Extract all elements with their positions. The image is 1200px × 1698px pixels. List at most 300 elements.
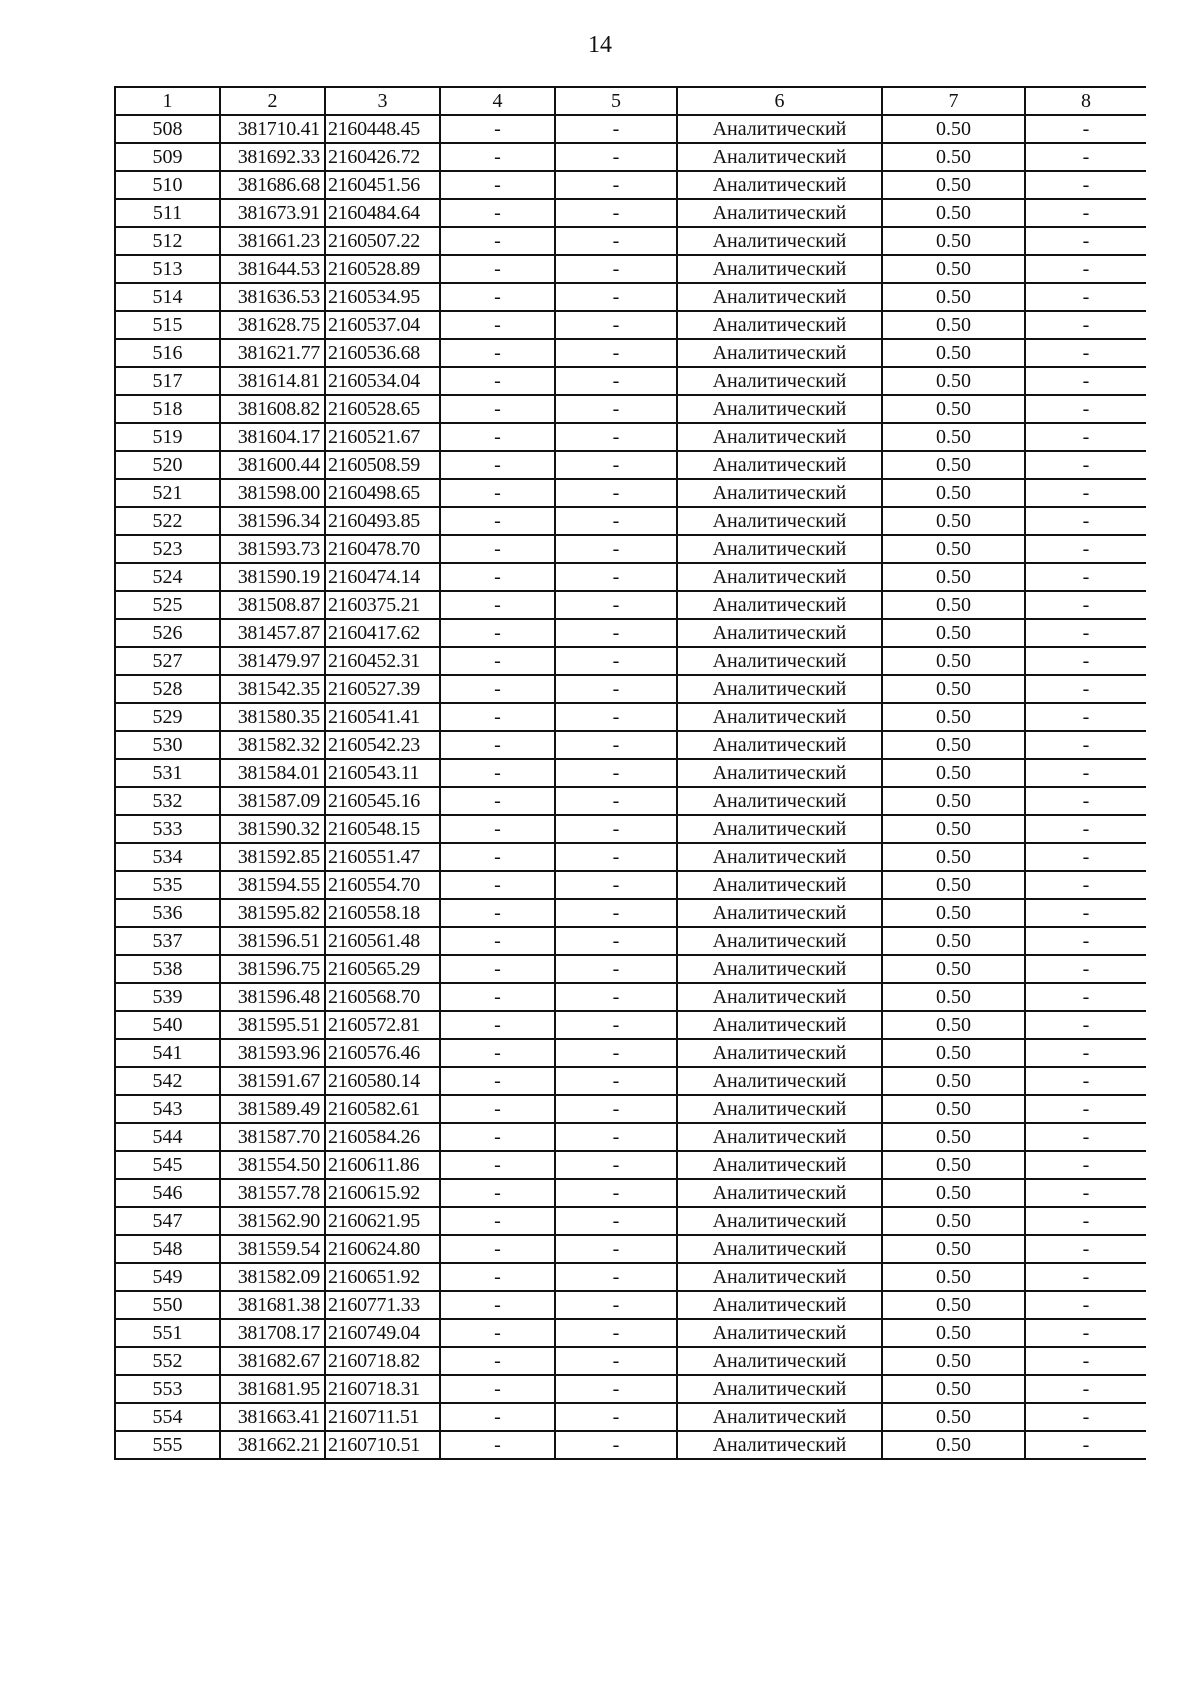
table-cell-col-5: -: [555, 1011, 677, 1039]
table-cell-col-7: 0.50: [882, 927, 1025, 955]
table-cell-col-7: 0.50: [882, 339, 1025, 367]
table-cell-col-6: Аналитический: [677, 703, 882, 731]
table-row: [115, 1207, 1146, 1235]
table-cell-col-8: -: [1025, 143, 1146, 171]
table-cell-col-3: 2160521.67: [325, 423, 440, 451]
table-cell-col-8: -: [1025, 395, 1146, 423]
table-cell-col-3: 2160375.21: [325, 591, 440, 619]
table-cell-col-4: -: [440, 843, 555, 871]
table-cell-col-2: 381604.17: [220, 423, 325, 451]
table-row: [115, 1263, 1146, 1291]
table-cell-col-2: 381636.53: [220, 283, 325, 311]
column-header-7: 7: [882, 87, 1025, 115]
table-cell-col-5: -: [555, 1123, 677, 1151]
table-cell-col-2: 381590.19: [220, 563, 325, 591]
table-cell-col-1: 541: [115, 1039, 220, 1067]
table-cell-col-3: 2160448.45: [325, 115, 440, 143]
table-cell-col-3: 2160568.70: [325, 983, 440, 1011]
table-cell-col-6: Аналитический: [677, 171, 882, 199]
table-cell-col-4: -: [440, 1095, 555, 1123]
table-cell-col-6: Аналитический: [677, 1375, 882, 1403]
table-cell-col-8: -: [1025, 927, 1146, 955]
table-cell-col-4: -: [440, 927, 555, 955]
table-cell-col-3: 2160541.41: [325, 703, 440, 731]
table-cell-col-1: 526: [115, 619, 220, 647]
table-cell-col-1: 519: [115, 423, 220, 451]
table-cell-col-6: Аналитический: [677, 1123, 882, 1151]
table-cell-col-7: 0.50: [882, 731, 1025, 759]
table-cell-col-7: 0.50: [882, 283, 1025, 311]
table-cell-col-3: 2160542.23: [325, 731, 440, 759]
table-cell-col-8: -: [1025, 1123, 1146, 1151]
table-row: [115, 1011, 1146, 1039]
table-cell-col-3: 2160718.82: [325, 1347, 440, 1375]
table-cell-col-7: 0.50: [882, 1375, 1025, 1403]
table-cell-col-6: Аналитический: [677, 1403, 882, 1431]
table-cell-col-3: 2160478.70: [325, 535, 440, 563]
table-cell-col-8: -: [1025, 983, 1146, 1011]
table-cell-col-4: -: [440, 1263, 555, 1291]
table-cell-col-8: -: [1025, 423, 1146, 451]
table-cell-col-4: -: [440, 899, 555, 927]
table-cell-col-2: 381682.67: [220, 1347, 325, 1375]
table-cell-col-7: 0.50: [882, 311, 1025, 339]
table-cell-col-1: 546: [115, 1179, 220, 1207]
table-cell-col-5: -: [555, 255, 677, 283]
table-cell-col-2: 381542.35: [220, 675, 325, 703]
coordinates-table: [114, 86, 1146, 1460]
table-row: [115, 451, 1146, 479]
table-row: [115, 955, 1146, 983]
table-cell-col-6: Аналитический: [677, 899, 882, 927]
table-cell-col-4: -: [440, 1123, 555, 1151]
table-cell-col-2: 381559.54: [220, 1235, 325, 1263]
table-cell-col-8: -: [1025, 1095, 1146, 1123]
table-cell-col-5: -: [555, 1375, 677, 1403]
table-row: [115, 563, 1146, 591]
table-cell-col-7: 0.50: [882, 955, 1025, 983]
table-cell-col-1: 530: [115, 731, 220, 759]
table-cell-col-2: 381587.09: [220, 787, 325, 815]
table-cell-col-8: -: [1025, 787, 1146, 815]
table-cell-col-2: 381592.85: [220, 843, 325, 871]
table-row: [115, 115, 1146, 143]
table-cell-col-5: -: [555, 1347, 677, 1375]
table-cell-col-5: -: [555, 507, 677, 535]
table-cell-col-1: 527: [115, 647, 220, 675]
page-number: 14: [588, 32, 612, 58]
table-cell-col-5: -: [555, 563, 677, 591]
table-cell-col-6: Аналитический: [677, 843, 882, 871]
table-cell-col-2: 381710.41: [220, 115, 325, 143]
table-cell-col-1: 516: [115, 339, 220, 367]
table-cell-col-8: -: [1025, 675, 1146, 703]
table-cell-col-6: Аналитический: [677, 1011, 882, 1039]
table-cell-col-5: -: [555, 311, 677, 339]
table-cell-col-6: Аналитический: [677, 283, 882, 311]
table-cell-col-8: -: [1025, 871, 1146, 899]
table-cell-col-5: -: [555, 731, 677, 759]
table-cell-col-3: 2160528.65: [325, 395, 440, 423]
table-cell-col-5: -: [555, 927, 677, 955]
table-cell-col-3: 2160749.04: [325, 1319, 440, 1347]
table-cell-col-7: 0.50: [882, 255, 1025, 283]
table-cell-col-5: -: [555, 1067, 677, 1095]
table-cell-col-2: 381663.41: [220, 1403, 325, 1431]
table-cell-col-6: Аналитический: [677, 423, 882, 451]
table-cell-col-6: Аналитический: [677, 367, 882, 395]
table-cell-col-8: -: [1025, 759, 1146, 787]
table-cell-col-4: -: [440, 1207, 555, 1235]
table-row: [115, 479, 1146, 507]
table-cell-col-6: Аналитический: [677, 983, 882, 1011]
table-cell-col-8: -: [1025, 1375, 1146, 1403]
table-cell-col-1: 520: [115, 451, 220, 479]
table-cell-col-4: -: [440, 1431, 555, 1459]
table-cell-col-6: Аналитический: [677, 1235, 882, 1263]
table-cell-col-3: 2160554.70: [325, 871, 440, 899]
table-cell-col-5: -: [555, 1039, 677, 1067]
table-cell-col-5: -: [555, 227, 677, 255]
table-cell-col-7: 0.50: [882, 563, 1025, 591]
table-row: [115, 759, 1146, 787]
table-cell-col-2: 381594.55: [220, 871, 325, 899]
table-cell-col-5: -: [555, 1235, 677, 1263]
table-row: [115, 339, 1146, 367]
table-row: [115, 787, 1146, 815]
table-cell-col-5: -: [555, 983, 677, 1011]
table-cell-col-8: -: [1025, 1179, 1146, 1207]
table-cell-col-4: -: [440, 423, 555, 451]
table-cell-col-7: 0.50: [882, 759, 1025, 787]
table-cell-col-2: 381593.73: [220, 535, 325, 563]
table-cell-col-7: 0.50: [882, 115, 1025, 143]
table-cell-col-7: 0.50: [882, 843, 1025, 871]
table-cell-col-5: -: [555, 479, 677, 507]
table-cell-col-6: Аналитический: [677, 675, 882, 703]
table-row: [115, 1319, 1146, 1347]
table-cell-col-3: 2160551.47: [325, 843, 440, 871]
table-cell-col-3: 2160451.56: [325, 171, 440, 199]
table-cell-col-1: 549: [115, 1263, 220, 1291]
table-cell-col-8: -: [1025, 507, 1146, 535]
table-cell-col-2: 381681.95: [220, 1375, 325, 1403]
table-cell-col-7: 0.50: [882, 619, 1025, 647]
table-cell-col-1: 514: [115, 283, 220, 311]
table-cell-col-3: 2160576.46: [325, 1039, 440, 1067]
table-cell-col-2: 381596.34: [220, 507, 325, 535]
table-cell-col-8: -: [1025, 1403, 1146, 1431]
table-cell-col-8: -: [1025, 815, 1146, 843]
table-cell-col-5: -: [555, 1263, 677, 1291]
table-cell-col-4: -: [440, 1347, 555, 1375]
table-cell-col-6: Аналитический: [677, 1291, 882, 1319]
table-cell-col-2: 381673.91: [220, 199, 325, 227]
table-cell-col-3: 2160507.22: [325, 227, 440, 255]
table-row: [115, 423, 1146, 451]
table-cell-col-8: -: [1025, 1291, 1146, 1319]
table-cell-col-2: 381661.23: [220, 227, 325, 255]
table-cell-col-7: 0.50: [882, 1291, 1025, 1319]
table-cell-col-3: 2160621.95: [325, 1207, 440, 1235]
table-cell-col-1: 539: [115, 983, 220, 1011]
table-cell-col-7: 0.50: [882, 675, 1025, 703]
table-cell-col-4: -: [440, 1179, 555, 1207]
table-cell-col-3: 2160561.48: [325, 927, 440, 955]
table-cell-col-2: 381554.50: [220, 1151, 325, 1179]
table-cell-col-7: 0.50: [882, 1095, 1025, 1123]
table-cell-col-3: 2160484.64: [325, 199, 440, 227]
table-cell-col-1: 525: [115, 591, 220, 619]
table-cell-col-7: 0.50: [882, 1207, 1025, 1235]
table-cell-col-3: 2160624.80: [325, 1235, 440, 1263]
table-cell-col-4: -: [440, 983, 555, 1011]
table-cell-col-1: 554: [115, 1403, 220, 1431]
table-cell-col-8: -: [1025, 115, 1146, 143]
table-cell-col-6: Аналитический: [677, 731, 882, 759]
table-cell-col-2: 381595.82: [220, 899, 325, 927]
table-cell-col-8: -: [1025, 367, 1146, 395]
table-cell-col-2: 381479.97: [220, 647, 325, 675]
table-cell-col-1: 529: [115, 703, 220, 731]
header-row: [115, 87, 1146, 115]
table-row: [115, 1235, 1146, 1263]
table-cell-col-1: 534: [115, 843, 220, 871]
table-cell-col-4: -: [440, 199, 555, 227]
table-cell-col-5: -: [555, 115, 677, 143]
table-cell-col-3: 2160548.15: [325, 815, 440, 843]
table-row: [115, 199, 1146, 227]
table-cell-col-8: -: [1025, 1151, 1146, 1179]
table-cell-col-7: 0.50: [882, 871, 1025, 899]
table-cell-col-6: Аналитический: [677, 479, 882, 507]
table-row: [115, 1375, 1146, 1403]
table-cell-col-7: 0.50: [882, 1011, 1025, 1039]
column-header-5: 5: [555, 87, 677, 115]
table-cell-col-6: Аналитический: [677, 1095, 882, 1123]
table-cell-col-4: -: [440, 955, 555, 983]
table-cell-col-1: 511: [115, 199, 220, 227]
table-cell-col-1: 551: [115, 1319, 220, 1347]
table-row: [115, 1067, 1146, 1095]
table-cell-col-7: 0.50: [882, 787, 1025, 815]
table-cell-col-2: 381591.67: [220, 1067, 325, 1095]
table-cell-col-5: -: [555, 843, 677, 871]
table-cell-col-6: Аналитический: [677, 619, 882, 647]
table-row: [115, 843, 1146, 871]
table-cell-col-5: -: [555, 675, 677, 703]
table-cell-col-2: 381589.49: [220, 1095, 325, 1123]
table-cell-col-1: 532: [115, 787, 220, 815]
table-cell-col-5: -: [555, 283, 677, 311]
table-cell-col-1: 548: [115, 1235, 220, 1263]
table-cell-col-6: Аналитический: [677, 787, 882, 815]
table-cell-col-6: Аналитический: [677, 339, 882, 367]
table-cell-col-8: -: [1025, 647, 1146, 675]
table-cell-col-3: 2160508.59: [325, 451, 440, 479]
table-cell-col-8: -: [1025, 1207, 1146, 1235]
table-row: [115, 255, 1146, 283]
table-cell-col-8: -: [1025, 563, 1146, 591]
table-cell-col-1: 540: [115, 1011, 220, 1039]
table-cell-col-8: -: [1025, 591, 1146, 619]
table-cell-col-8: -: [1025, 843, 1146, 871]
table-cell-col-3: 2160615.92: [325, 1179, 440, 1207]
table-cell-col-1: 522: [115, 507, 220, 535]
table-cell-col-3: 2160718.31: [325, 1375, 440, 1403]
table-cell-col-4: -: [440, 535, 555, 563]
table-cell-col-5: -: [555, 619, 677, 647]
table-cell-col-8: -: [1025, 535, 1146, 563]
table-cell-col-7: 0.50: [882, 171, 1025, 199]
table-cell-col-5: -: [555, 1095, 677, 1123]
table-cell-col-5: -: [555, 1319, 677, 1347]
table-cell-col-8: -: [1025, 283, 1146, 311]
table-row: [115, 983, 1146, 1011]
column-header-6: 6: [677, 87, 882, 115]
table-row: [115, 815, 1146, 843]
table-cell-col-1: 524: [115, 563, 220, 591]
table-cell-col-3: 2160771.33: [325, 1291, 440, 1319]
table-cell-col-8: -: [1025, 199, 1146, 227]
table-row: [115, 1347, 1146, 1375]
table-cell-col-5: -: [555, 815, 677, 843]
table-cell-col-7: 0.50: [882, 423, 1025, 451]
table-cell-col-5: -: [555, 423, 677, 451]
table-row: [115, 1123, 1146, 1151]
table-cell-col-5: -: [555, 339, 677, 367]
table-cell-col-4: -: [440, 871, 555, 899]
table-cell-col-4: -: [440, 1403, 555, 1431]
table-cell-col-4: -: [440, 787, 555, 815]
table-cell-col-7: 0.50: [882, 1263, 1025, 1291]
table-cell-col-4: -: [440, 1375, 555, 1403]
table-cell-col-7: 0.50: [882, 1123, 1025, 1151]
table-cell-col-8: -: [1025, 731, 1146, 759]
table-cell-col-8: -: [1025, 1431, 1146, 1459]
table-cell-col-7: 0.50: [882, 199, 1025, 227]
table-cell-col-6: Аналитический: [677, 1347, 882, 1375]
table-cell-col-2: 381608.82: [220, 395, 325, 423]
table-cell-col-2: 381557.78: [220, 1179, 325, 1207]
table-cell-col-1: 533: [115, 815, 220, 843]
table-cell-col-8: -: [1025, 479, 1146, 507]
table-cell-col-4: -: [440, 759, 555, 787]
table-row: [115, 1151, 1146, 1179]
table-cell-col-1: 512: [115, 227, 220, 255]
table-cell-col-5: -: [555, 787, 677, 815]
table-cell-col-4: -: [440, 563, 555, 591]
table-cell-col-7: 0.50: [882, 1179, 1025, 1207]
table-cell-col-2: 381628.75: [220, 311, 325, 339]
table-cell-col-6: Аналитический: [677, 1179, 882, 1207]
table-cell-col-4: -: [440, 227, 555, 255]
table-cell-col-7: 0.50: [882, 1235, 1025, 1263]
table-cell-col-1: 510: [115, 171, 220, 199]
column-header-3: 3: [325, 87, 440, 115]
table-cell-col-1: 553: [115, 1375, 220, 1403]
table-cell-col-5: -: [555, 1179, 677, 1207]
table-cell-col-4: -: [440, 255, 555, 283]
table-cell-col-4: -: [440, 815, 555, 843]
table-cell-col-4: -: [440, 283, 555, 311]
table-cell-col-7: 0.50: [882, 1039, 1025, 1067]
table-cell-col-1: 542: [115, 1067, 220, 1095]
table-row: [115, 171, 1146, 199]
table-cell-col-2: 381614.81: [220, 367, 325, 395]
table-cell-col-4: -: [440, 367, 555, 395]
table-cell-col-6: Аналитический: [677, 871, 882, 899]
table-cell-col-5: -: [555, 199, 677, 227]
table-cell-col-8: -: [1025, 1263, 1146, 1291]
table-cell-col-5: -: [555, 955, 677, 983]
table-cell-col-8: -: [1025, 1235, 1146, 1263]
table-cell-col-4: -: [440, 1319, 555, 1347]
table-cell-col-5: -: [555, 171, 677, 199]
table-cell-col-4: -: [440, 395, 555, 423]
table-cell-col-2: 381595.51: [220, 1011, 325, 1039]
table-cell-col-4: -: [440, 115, 555, 143]
table-cell-col-4: -: [440, 1235, 555, 1263]
table-row: [115, 619, 1146, 647]
table-row: [115, 283, 1146, 311]
table-cell-col-4: -: [440, 647, 555, 675]
table-cell-col-7: 0.50: [882, 899, 1025, 927]
table-cell-col-4: -: [440, 1151, 555, 1179]
table-cell-col-8: -: [1025, 255, 1146, 283]
table-cell-col-6: Аналитический: [677, 1039, 882, 1067]
table-cell-col-4: -: [440, 675, 555, 703]
table-cell-col-7: 0.50: [882, 451, 1025, 479]
table-cell-col-3: 2160611.86: [325, 1151, 440, 1179]
table-cell-col-5: -: [555, 395, 677, 423]
table-cell-col-6: Аналитический: [677, 199, 882, 227]
table-cell-col-6: Аналитический: [677, 255, 882, 283]
table-cell-col-1: 513: [115, 255, 220, 283]
table-cell-col-3: 2160582.61: [325, 1095, 440, 1123]
table-cell-col-1: 523: [115, 535, 220, 563]
column-header-8: 8: [1025, 87, 1146, 115]
table-cell-col-6: Аналитический: [677, 115, 882, 143]
table-cell-col-6: Аналитический: [677, 451, 882, 479]
table-cell-col-2: 381508.87: [220, 591, 325, 619]
table-cell-col-4: -: [440, 591, 555, 619]
table-cell-col-8: -: [1025, 703, 1146, 731]
table-cell-col-3: 2160536.68: [325, 339, 440, 367]
table-cell-col-4: -: [440, 1067, 555, 1095]
table-row: [115, 1179, 1146, 1207]
table-cell-col-3: 2160651.92: [325, 1263, 440, 1291]
table-cell-col-5: -: [555, 143, 677, 171]
table-cell-col-4: -: [440, 1291, 555, 1319]
table-cell-col-7: 0.50: [882, 591, 1025, 619]
table-row: [115, 871, 1146, 899]
table-row: [115, 1095, 1146, 1123]
table-cell-col-7: 0.50: [882, 1347, 1025, 1375]
table-cell-col-6: Аналитический: [677, 591, 882, 619]
table-cell-col-1: 515: [115, 311, 220, 339]
table-cell-col-2: 381596.48: [220, 983, 325, 1011]
table-cell-col-5: -: [555, 1207, 677, 1235]
table-cell-col-3: 2160572.81: [325, 1011, 440, 1039]
table-cell-col-1: 508: [115, 115, 220, 143]
table-row: [115, 927, 1146, 955]
table-cell-col-3: 2160545.16: [325, 787, 440, 815]
column-header-4: 4: [440, 87, 555, 115]
table-cell-col-7: 0.50: [882, 647, 1025, 675]
table-cell-col-2: 381596.51: [220, 927, 325, 955]
table-cell-col-1: 531: [115, 759, 220, 787]
